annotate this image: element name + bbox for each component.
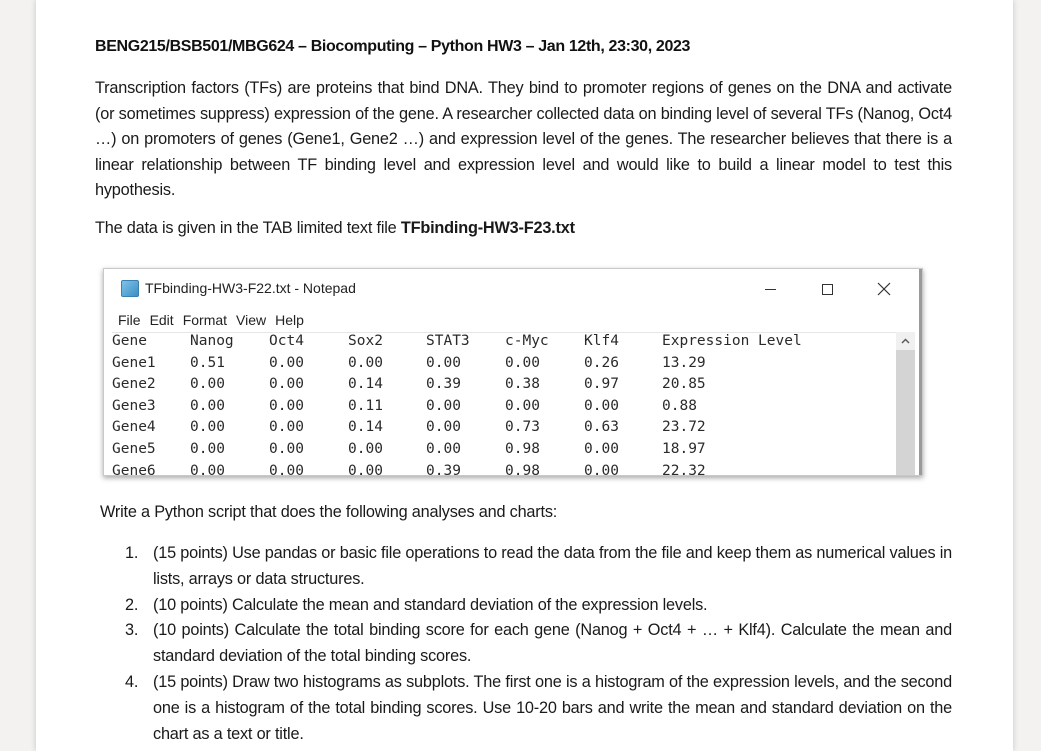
vertical-scrollbar[interactable] xyxy=(896,332,915,476)
column-header: Sox2 xyxy=(348,333,383,349)
cell: Gene5 xyxy=(112,441,156,457)
task-item xyxy=(125,618,952,670)
menu-help[interactable]: Help xyxy=(275,312,304,328)
notepad-titlebar xyxy=(104,269,922,309)
intro-paragraph: Transcription factors (TFs) are proteins that bind DNA. They bind to promoter regions of genes on the DNA and activate (or sometimes suppress) expression of the gene. A researcher collected data on binding level of several TFs (Nanog, Oct4 …) on promoters of genes (Gene1, Gene2 …) and expression level of the genes. The researcher believes that there is a linear relationship between TF binding level and expression level and would like to build a linear model to test this hypothesis. xyxy=(95,79,952,200)
column-header: c-Myc xyxy=(505,333,549,349)
cell: Gene4 xyxy=(112,419,156,436)
close-button[interactable] xyxy=(864,275,904,303)
cell: 0.26 xyxy=(584,354,619,371)
cell: 0.00 xyxy=(269,376,304,393)
cell: 0.00 xyxy=(426,354,461,371)
data-row xyxy=(112,462,706,476)
cell: 0.00 xyxy=(505,354,540,371)
cell: 0.38 xyxy=(505,376,540,393)
cell: 20.85 xyxy=(662,376,706,393)
cell: 0.00 xyxy=(348,441,383,457)
cell: 23.72 xyxy=(662,419,706,436)
cell: 0.00 xyxy=(505,397,540,414)
menu-file[interactable]: File xyxy=(118,312,141,328)
menu-edit[interactable]: Edit xyxy=(149,312,174,328)
task-text: (15 points) Use pandas or basic file operations to read the data from the file and keep them as numerical values in lists, arrays or data structures. xyxy=(153,544,952,588)
cell: 0.00 xyxy=(426,397,461,414)
cell: 0.00 xyxy=(348,462,383,476)
header-row xyxy=(112,333,802,355)
cell: Gene3 xyxy=(112,397,156,414)
menu-view[interactable]: View xyxy=(236,312,267,328)
cell: 22.32 xyxy=(662,462,706,476)
cell: Gene6 xyxy=(112,462,156,476)
data-row xyxy=(112,397,697,420)
data-row xyxy=(112,441,706,463)
cell: 0.51 xyxy=(190,354,225,371)
cell: 0.00 xyxy=(269,441,304,457)
cell: 0.39 xyxy=(426,376,461,393)
data-file-name: TFbinding-HW3-F23.txt xyxy=(400,219,575,237)
cell: 0.00 xyxy=(269,397,304,414)
task-text: (10 points) Calculate the mean and standard deviation of the expression levels. xyxy=(153,595,708,614)
data-line-prefix: The data is given in the TAB limited text file xyxy=(95,219,401,237)
instructions-intro: Write a Python script that does the following analyses and charts: xyxy=(100,503,558,521)
minimize-button[interactable] xyxy=(750,275,790,303)
document-title: BENG215/BSB501/MBG624 – Biocomputing – Python HW3 – Jan 12th, 23:30, 2023 xyxy=(95,38,691,55)
notepad-window xyxy=(103,268,923,476)
notepad-window-title: TFbinding-HW3-F22.txt - Notepad xyxy=(145,280,356,296)
cell: 0.00 xyxy=(584,441,619,457)
notepad-icon xyxy=(121,280,139,297)
cell: 0.73 xyxy=(505,419,540,436)
document-page xyxy=(36,0,1013,751)
cell: 0.00 xyxy=(269,419,304,436)
notepad-menubar xyxy=(104,309,922,331)
cell: Gene2 xyxy=(112,376,156,393)
cell: 13.29 xyxy=(662,354,706,371)
data-row xyxy=(112,376,706,398)
cell: 0.00 xyxy=(269,354,304,371)
cell: 0.00 xyxy=(190,397,225,414)
cell: 0.11 xyxy=(348,397,383,414)
task-number: 2. xyxy=(125,595,139,614)
cell: 0.97 xyxy=(584,376,619,393)
notepad-text-area[interactable] xyxy=(112,332,896,476)
task-item xyxy=(125,670,952,747)
data-row xyxy=(112,419,706,441)
task-number: 3. xyxy=(125,621,139,640)
task-item xyxy=(125,593,952,619)
column-header: Nanog xyxy=(190,333,234,349)
task-text: (10 points) Calculate the total binding score for each gene (Nanog + Oct4 + … + Klf4). Calculate the mean and standard deviation of the total binding scores. xyxy=(153,621,952,666)
column-header: Expression Level xyxy=(662,333,802,349)
cell: 0.00 xyxy=(190,419,225,436)
cell: 18.97 xyxy=(662,441,706,457)
cell: 0.00 xyxy=(426,441,461,457)
task-item xyxy=(125,541,952,593)
data-row xyxy=(112,354,706,377)
cell: Gene1 xyxy=(112,354,156,371)
column-header: STAT3 xyxy=(426,333,470,349)
menu-format[interactable]: Format xyxy=(182,312,228,328)
task-list xyxy=(125,541,952,747)
task-number: 1. xyxy=(125,544,139,562)
task-number: 4. xyxy=(125,672,139,691)
column-header: Oct4 xyxy=(269,333,304,349)
column-header: Gene xyxy=(112,333,147,349)
cell: 0.14 xyxy=(348,376,383,393)
cell: 0.63 xyxy=(584,419,619,436)
scroll-up-button[interactable] xyxy=(896,332,915,350)
chevron-up-icon xyxy=(901,338,910,344)
task-text: (15 points) Draw two histograms as subplots. The first one is a histogram of the expression levels, and the second one is a histogram of the total binding scores. Use 10-20 bars and write the mean and standard deviation on the chart as a text or title. xyxy=(153,672,952,743)
cell: 0.00 xyxy=(584,462,619,476)
cell: 0.00 xyxy=(190,441,225,457)
cell: 0.00 xyxy=(584,397,619,414)
cell: 0.98 xyxy=(505,462,540,476)
column-header: Klf4 xyxy=(584,333,619,349)
cell: 0.00 xyxy=(190,462,225,476)
cell: 0.39 xyxy=(426,462,461,476)
cell: 0.00 xyxy=(269,462,304,476)
maximize-button[interactable] xyxy=(807,275,847,303)
maximize-icon xyxy=(822,284,833,295)
cell: 0.00 xyxy=(426,419,461,436)
cell: 0.00 xyxy=(190,376,225,393)
cell: 0.98 xyxy=(505,441,540,457)
cell: 0.88 xyxy=(662,397,697,414)
data-file-line xyxy=(95,219,575,238)
close-icon xyxy=(877,282,891,296)
cell: 0.14 xyxy=(348,419,383,436)
cell: 0.00 xyxy=(348,354,383,371)
minimize-icon xyxy=(765,289,776,290)
